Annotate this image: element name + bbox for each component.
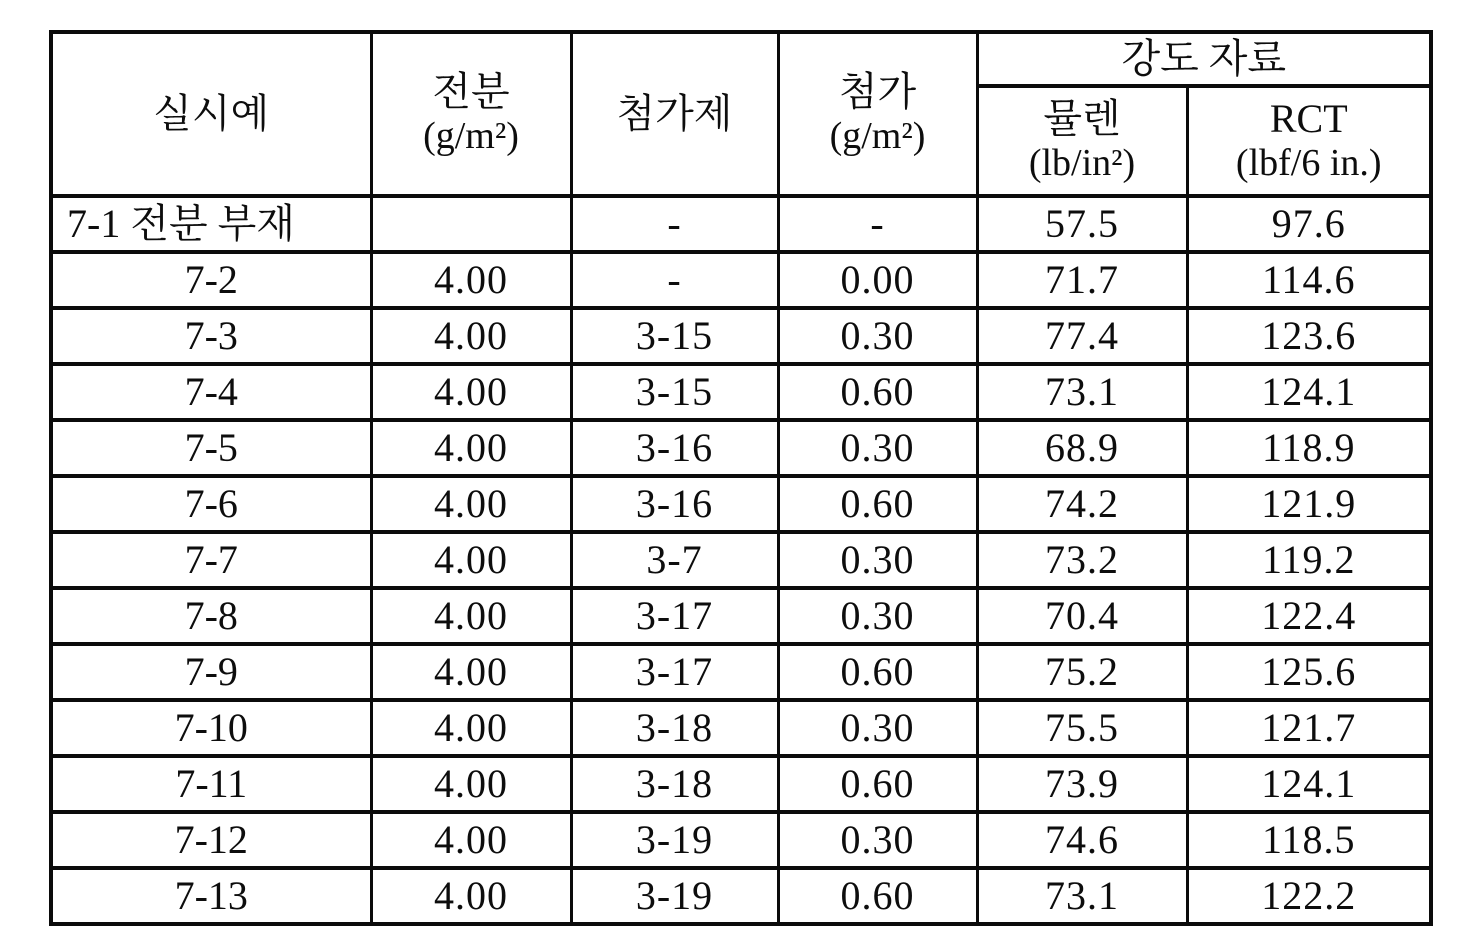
- cell-rct: 121.7: [1187, 700, 1431, 756]
- column-header-rct-label: RCT: [1269, 96, 1348, 142]
- table-row: [51, 644, 1431, 700]
- cell-example: 7-10: [51, 700, 371, 756]
- cell-rct: 123.6: [1187, 308, 1431, 364]
- cell-addition: 0.60: [778, 476, 977, 532]
- cell-rct: 124.1: [1187, 364, 1431, 420]
- cell-addition: 0.60: [778, 756, 977, 812]
- table-row: [51, 364, 1431, 420]
- table-row: [51, 588, 1431, 644]
- cell-rct: 114.6: [1187, 252, 1431, 308]
- cell-addition: 0.30: [778, 308, 977, 364]
- cell-starch: 4.00: [371, 476, 571, 532]
- cell-mullen: 68.9: [977, 420, 1187, 476]
- cell-mullen: 74.2: [977, 476, 1187, 532]
- cell-example: 7-1 전분 부재: [51, 196, 371, 252]
- cell-example: 7-12: [51, 812, 371, 868]
- cell-starch: [371, 196, 571, 252]
- table-row: [51, 476, 1431, 532]
- cell-additive: 3-16: [571, 476, 778, 532]
- column-header-starch: [371, 32, 571, 196]
- cell-example: 7-6: [51, 476, 371, 532]
- cell-rct: 122.4: [1187, 588, 1431, 644]
- cell-rct: 119.2: [1187, 532, 1431, 588]
- cell-addition: 0.00: [778, 252, 977, 308]
- table-row: [51, 868, 1431, 924]
- cell-example: 7-13: [51, 868, 371, 924]
- cell-starch: 4.00: [371, 588, 571, 644]
- cell-mullen: 73.1: [977, 868, 1187, 924]
- column-header-starch-label: 전분: [432, 69, 510, 115]
- cell-mullen: 74.6: [977, 812, 1187, 868]
- cell-mullen: 73.9: [977, 756, 1187, 812]
- cell-mullen: 70.4: [977, 588, 1187, 644]
- column-header-example: [51, 32, 371, 196]
- cell-example: 7-5: [51, 420, 371, 476]
- column-header-rct: [1187, 86, 1431, 196]
- cell-rct: 121.9: [1187, 476, 1431, 532]
- cell-mullen: 73.1: [977, 364, 1187, 420]
- cell-example: 7-2: [51, 252, 371, 308]
- cell-example: 7-11: [51, 756, 371, 812]
- cell-additive: 3-17: [571, 644, 778, 700]
- cell-additive: -: [571, 196, 778, 252]
- cell-additive: 3-15: [571, 364, 778, 420]
- cell-additive: 3-19: [571, 868, 778, 924]
- table-body: [51, 196, 1431, 924]
- column-header-mullen-label: 뮬렌: [1043, 96, 1121, 142]
- cell-starch: 4.00: [371, 420, 571, 476]
- cell-additive: 3-16: [571, 420, 778, 476]
- cell-addition: 0.60: [778, 644, 977, 700]
- cell-rct: 118.9: [1187, 420, 1431, 476]
- cell-rct: 118.5: [1187, 812, 1431, 868]
- cell-example: 7-7: [51, 532, 371, 588]
- column-header-addition-unit: (g/m²): [829, 115, 926, 158]
- cell-starch: 4.00: [371, 364, 571, 420]
- cell-starch: 4.00: [371, 308, 571, 364]
- group-header-strength-data: 강도 자료: [977, 32, 1431, 86]
- cell-addition: -: [778, 196, 977, 252]
- cell-mullen: 73.2: [977, 532, 1187, 588]
- cell-rct: 125.6: [1187, 644, 1431, 700]
- cell-example: 7-8: [51, 588, 371, 644]
- cell-rct: 97.6: [1187, 196, 1431, 252]
- cell-rct: 122.2: [1187, 868, 1431, 924]
- table-row: [51, 532, 1431, 588]
- table-row: [51, 812, 1431, 868]
- cell-addition: 0.30: [778, 588, 977, 644]
- cell-mullen: 57.5: [977, 196, 1187, 252]
- cell-additive: 3-18: [571, 700, 778, 756]
- table-row: [51, 700, 1431, 756]
- cell-addition: 0.60: [778, 364, 977, 420]
- cell-starch: 4.00: [371, 252, 571, 308]
- cell-starch: 4.00: [371, 700, 571, 756]
- column-header-mullen-unit: (lb/in²): [1028, 142, 1136, 185]
- column-header-rct-unit: (lbf/6 in.): [1235, 142, 1382, 185]
- cell-starch: 4.00: [371, 756, 571, 812]
- cell-additive: -: [571, 252, 778, 308]
- cell-mullen: 75.5: [977, 700, 1187, 756]
- table-row: [51, 308, 1431, 364]
- column-header-additive: [571, 32, 778, 196]
- column-header-mullen: [977, 86, 1187, 196]
- table-row: [51, 756, 1431, 812]
- cell-rct: 124.1: [1187, 756, 1431, 812]
- column-header-addition: [778, 32, 977, 196]
- cell-addition: 0.30: [778, 532, 977, 588]
- column-header-starch-unit: (g/m²): [423, 115, 519, 158]
- cell-mullen: 77.4: [977, 308, 1187, 364]
- cell-addition: 0.30: [778, 812, 977, 868]
- strength-data-table: [49, 30, 1433, 926]
- cell-additive: 3-15: [571, 308, 778, 364]
- cell-starch: 4.00: [371, 868, 571, 924]
- cell-addition: 0.60: [778, 868, 977, 924]
- cell-starch: 4.00: [371, 812, 571, 868]
- column-header-example-label: 실시예: [153, 91, 270, 136]
- cell-example: 7-4: [51, 364, 371, 420]
- cell-mullen: 71.7: [977, 252, 1187, 308]
- table-row: [51, 420, 1431, 476]
- column-header-additive-label: 첨가제: [616, 91, 733, 136]
- cell-additive: 3-19: [571, 812, 778, 868]
- cell-mullen: 75.2: [977, 644, 1187, 700]
- table-row: [51, 196, 1431, 252]
- cell-additive: 3-18: [571, 756, 778, 812]
- cell-starch: 4.00: [371, 532, 571, 588]
- cell-addition: 0.30: [778, 700, 977, 756]
- table-row: [51, 252, 1431, 308]
- cell-example: 7-9: [51, 644, 371, 700]
- table-header: [51, 32, 1431, 196]
- column-header-addition-label: 첨가: [838, 69, 917, 115]
- cell-additive: 3-7: [571, 532, 778, 588]
- cell-additive: 3-17: [571, 588, 778, 644]
- cell-example: 7-3: [51, 308, 371, 364]
- cell-starch: 4.00: [371, 644, 571, 700]
- cell-addition: 0.30: [778, 420, 977, 476]
